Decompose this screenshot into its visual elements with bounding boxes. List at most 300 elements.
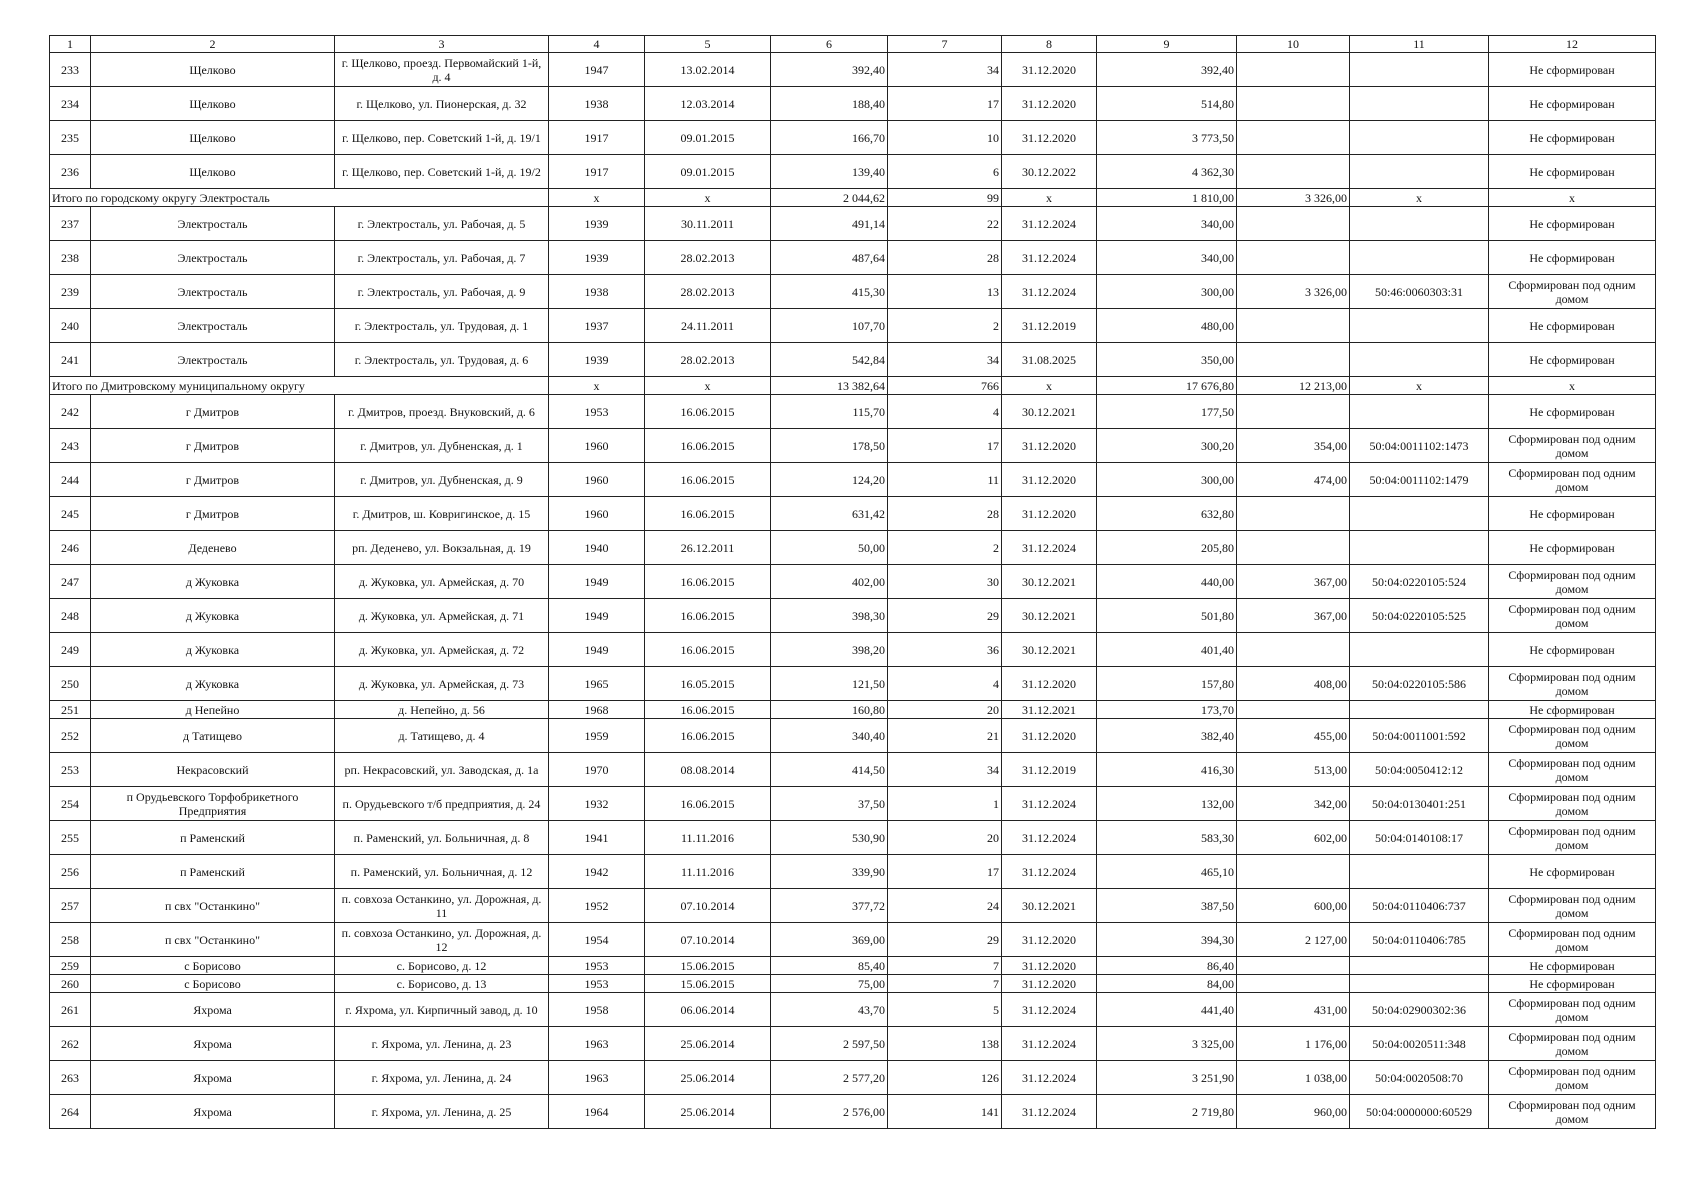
value-9-cell: 173,70 — [1097, 701, 1237, 719]
area-cell: 369,00 — [771, 923, 888, 957]
locality-cell: д Непейно — [91, 701, 335, 719]
year-built-cell: 1939 — [549, 343, 645, 377]
value-9-cell: 394,30 — [1097, 923, 1237, 957]
residents-cell: 22 — [888, 207, 1002, 241]
locality-cell: Яхрома — [91, 1027, 335, 1061]
year-built-cell: 1940 — [549, 531, 645, 565]
locality-cell: п Раменский — [91, 855, 335, 889]
address-cell: г. Электросталь, ул. Рабочая, д. 5 — [335, 207, 549, 241]
address-cell: г. Электросталь, ул. Трудовая, д. 1 — [335, 309, 549, 343]
value-9-cell: 300,20 — [1097, 429, 1237, 463]
value-10-cell — [1237, 309, 1350, 343]
row-number-cell: 240 — [50, 309, 91, 343]
status-cell: Сформирован под одним домом — [1489, 565, 1656, 599]
date-cell: 25.06.2014 — [645, 1095, 771, 1129]
row-number-cell: 243 — [50, 429, 91, 463]
address-cell: г. Яхрома, ул. Ленина, д. 23 — [335, 1027, 549, 1061]
value-10-cell: 960,00 — [1237, 1095, 1350, 1129]
area-cell: 43,70 — [771, 993, 888, 1027]
cadastral-number-cell: 50:04:0220105:586 — [1350, 667, 1489, 701]
area-cell: 37,50 — [771, 787, 888, 821]
year-built-cell: 1917 — [549, 121, 645, 155]
table-row — [50, 787, 1656, 821]
locality-cell: п Орудьевского Торфобрикетного Предприятия — [91, 787, 335, 821]
cadastral-number-cell — [1350, 241, 1489, 275]
residents-cell: 30 — [888, 565, 1002, 599]
header-cell: 4 — [549, 36, 645, 53]
deadline-cell: 31.12.2020 — [1002, 667, 1097, 701]
residents-cell: 17 — [888, 855, 1002, 889]
deadline-cell: 31.12.2024 — [1002, 821, 1097, 855]
date-cell: 26.12.2011 — [645, 531, 771, 565]
row-number-cell: 255 — [50, 821, 91, 855]
row-number-cell: 247 — [50, 565, 91, 599]
row-number-cell: 256 — [50, 855, 91, 889]
residents-cell: 2 — [888, 531, 1002, 565]
date-cell: 16.06.2015 — [645, 701, 771, 719]
deadline-cell: 31.12.2019 — [1002, 309, 1097, 343]
residents-cell: 6 — [888, 155, 1002, 189]
table-row — [50, 241, 1656, 275]
locality-cell: п свх "Останкино" — [91, 889, 335, 923]
row-number-cell: 251 — [50, 701, 91, 719]
year-built-cell: 1941 — [549, 821, 645, 855]
table-row — [50, 923, 1656, 957]
address-cell: г. Дмитров, ш. Ковригинское, д. 15 — [335, 497, 549, 531]
table-row — [50, 53, 1656, 87]
total-cell: 99 — [888, 189, 1002, 207]
locality-cell: Яхрома — [91, 1061, 335, 1095]
cadastral-number-cell — [1350, 701, 1489, 719]
address-cell: д. Непейно, д. 56 — [335, 701, 549, 719]
locality-cell: п свх "Останкино" — [91, 923, 335, 957]
status-cell: Сформирован под одним домом — [1489, 463, 1656, 497]
locality-cell: д Жуковка — [91, 633, 335, 667]
header-cell: 9 — [1097, 36, 1237, 53]
residents-cell: 10 — [888, 121, 1002, 155]
locality-cell: г Дмитров — [91, 463, 335, 497]
cadastral-number-cell — [1350, 531, 1489, 565]
total-label: Итого по Дмитровскому муниципальному округу — [50, 377, 549, 395]
cadastral-number-cell: 50:04:0011001:592 — [1350, 719, 1489, 753]
value-9-cell: 4 362,30 — [1097, 155, 1237, 189]
deadline-cell: 31.12.2024 — [1002, 275, 1097, 309]
deadline-cell: 31.12.2024 — [1002, 207, 1097, 241]
residents-cell: 36 — [888, 633, 1002, 667]
residents-cell: 138 — [888, 1027, 1002, 1061]
header-cell: 5 — [645, 36, 771, 53]
status-cell: Не сформирован — [1489, 53, 1656, 87]
date-cell: 09.01.2015 — [645, 121, 771, 155]
residents-cell: 4 — [888, 395, 1002, 429]
area-cell: 339,90 — [771, 855, 888, 889]
deadline-cell: 31.12.2024 — [1002, 1027, 1097, 1061]
total-cell: 3 326,00 — [1237, 189, 1350, 207]
table-row — [50, 207, 1656, 241]
year-built-cell: 1960 — [549, 463, 645, 497]
residents-cell: 11 — [888, 463, 1002, 497]
status-cell: Сформирован под одним домом — [1489, 753, 1656, 787]
deadline-cell: 31.12.2020 — [1002, 53, 1097, 87]
status-cell: Не сформирован — [1489, 121, 1656, 155]
total-row — [50, 377, 1656, 395]
date-cell: 12.03.2014 — [645, 87, 771, 121]
header-cell: 7 — [888, 36, 1002, 53]
deadline-cell: 31.12.2024 — [1002, 787, 1097, 821]
value-10-cell: 2 127,00 — [1237, 923, 1350, 957]
area-cell: 398,20 — [771, 633, 888, 667]
status-cell: Сформирован под одним домом — [1489, 1027, 1656, 1061]
cadastral-number-cell: 50:04:0220105:524 — [1350, 565, 1489, 599]
row-number-cell: 254 — [50, 787, 91, 821]
residents-cell: 34 — [888, 343, 1002, 377]
locality-cell: д Татищево — [91, 719, 335, 753]
status-cell: Не сформирован — [1489, 701, 1656, 719]
date-cell: 16.06.2015 — [645, 719, 771, 753]
locality-cell: г Дмитров — [91, 395, 335, 429]
table-row — [50, 565, 1656, 599]
locality-cell: г Дмитров — [91, 429, 335, 463]
value-10-cell: 3 326,00 — [1237, 275, 1350, 309]
table-body — [50, 36, 1656, 1129]
cadastral-number-cell — [1350, 53, 1489, 87]
locality-cell: д Жуковка — [91, 667, 335, 701]
row-number-cell: 238 — [50, 241, 91, 275]
address-cell: г. Яхрома, ул. Ленина, д. 24 — [335, 1061, 549, 1095]
table-row — [50, 155, 1656, 189]
total-cell: x — [549, 189, 645, 207]
cadastral-number-cell: 50:04:0050412:12 — [1350, 753, 1489, 787]
year-built-cell: 1952 — [549, 889, 645, 923]
row-number-cell: 249 — [50, 633, 91, 667]
year-built-cell: 1958 — [549, 993, 645, 1027]
cadastral-number-cell: 50:04:0011102:1473 — [1350, 429, 1489, 463]
area-cell: 631,42 — [771, 497, 888, 531]
row-number-cell: 236 — [50, 155, 91, 189]
cadastral-number-cell: 50:04:02900302:36 — [1350, 993, 1489, 1027]
status-cell: Не сформирован — [1489, 975, 1656, 993]
status-cell: Не сформирован — [1489, 395, 1656, 429]
status-cell: Не сформирован — [1489, 531, 1656, 565]
value-9-cell: 340,00 — [1097, 207, 1237, 241]
year-built-cell: 1937 — [549, 309, 645, 343]
deadline-cell: 31.12.2020 — [1002, 121, 1097, 155]
header-cell: 3 — [335, 36, 549, 53]
residents-cell: 5 — [888, 993, 1002, 1027]
value-10-cell: 354,00 — [1237, 429, 1350, 463]
total-cell: 2 044,62 — [771, 189, 888, 207]
address-cell: г. Щелково, ул. Пионерская, д. 32 — [335, 87, 549, 121]
value-10-cell — [1237, 957, 1350, 975]
table-row — [50, 531, 1656, 565]
value-10-cell: 474,00 — [1237, 463, 1350, 497]
address-cell: г. Электросталь, ул. Трудовая, д. 6 — [335, 343, 549, 377]
header-cell: 2 — [91, 36, 335, 53]
address-cell: с. Борисово, д. 13 — [335, 975, 549, 993]
locality-cell: Некрасовский — [91, 753, 335, 787]
residents-cell: 1 — [888, 787, 1002, 821]
date-cell: 07.10.2014 — [645, 923, 771, 957]
year-built-cell: 1949 — [549, 633, 645, 667]
header-cell: 11 — [1350, 36, 1489, 53]
date-cell: 15.06.2015 — [645, 975, 771, 993]
value-9-cell: 382,40 — [1097, 719, 1237, 753]
deadline-cell: 30.12.2021 — [1002, 395, 1097, 429]
row-number-cell: 234 — [50, 87, 91, 121]
row-number-cell: 239 — [50, 275, 91, 309]
value-9-cell: 3 251,90 — [1097, 1061, 1237, 1095]
value-9-cell: 401,40 — [1097, 633, 1237, 667]
year-built-cell: 1949 — [549, 565, 645, 599]
address-cell: с. Борисово, д. 12 — [335, 957, 549, 975]
locality-cell: с Борисово — [91, 957, 335, 975]
year-built-cell: 1953 — [549, 975, 645, 993]
cadastral-number-cell — [1350, 633, 1489, 667]
date-cell: 08.08.2014 — [645, 753, 771, 787]
address-cell: д. Жуковка, ул. Армейская, д. 72 — [335, 633, 549, 667]
cadastral-number-cell — [1350, 343, 1489, 377]
status-cell: Сформирован под одним домом — [1489, 429, 1656, 463]
total-cell: 1 810,00 — [1097, 189, 1237, 207]
area-cell: 50,00 — [771, 531, 888, 565]
area-cell: 542,84 — [771, 343, 888, 377]
deadline-cell: 31.12.2024 — [1002, 1095, 1097, 1129]
locality-cell: Щелково — [91, 53, 335, 87]
total-cell: 12 213,00 — [1237, 377, 1350, 395]
cadastral-number-cell — [1350, 497, 1489, 531]
status-cell: Сформирован под одним домом — [1489, 993, 1656, 1027]
area-cell: 392,40 — [771, 53, 888, 87]
table-row — [50, 463, 1656, 497]
residents-cell: 28 — [888, 497, 1002, 531]
deadline-cell: 31.12.2020 — [1002, 719, 1097, 753]
status-cell: Не сформирован — [1489, 957, 1656, 975]
row-number-cell: 253 — [50, 753, 91, 787]
residents-cell: 24 — [888, 889, 1002, 923]
value-10-cell — [1237, 53, 1350, 87]
value-10-cell — [1237, 155, 1350, 189]
residents-cell: 21 — [888, 719, 1002, 753]
table-row — [50, 121, 1656, 155]
residents-cell: 20 — [888, 821, 1002, 855]
address-cell: п. совхоза Останкино, ул. Дорожная, д. 11 — [335, 889, 549, 923]
locality-cell: Щелково — [91, 155, 335, 189]
status-cell: Сформирован под одним домом — [1489, 667, 1656, 701]
table-row — [50, 343, 1656, 377]
cadastral-number-cell — [1350, 155, 1489, 189]
row-number-cell: 244 — [50, 463, 91, 497]
address-cell: рп. Некрасовский, ул. Заводская, д. 1а — [335, 753, 549, 787]
address-cell: г. Яхрома, ул. Ленина, д. 25 — [335, 1095, 549, 1129]
address-cell: г. Щелково, пер. Советский 1-й, д. 19/1 — [335, 121, 549, 155]
area-cell: 487,64 — [771, 241, 888, 275]
value-9-cell: 157,80 — [1097, 667, 1237, 701]
date-cell: 24.11.2011 — [645, 309, 771, 343]
year-built-cell: 1939 — [549, 241, 645, 275]
value-9-cell: 3 773,50 — [1097, 121, 1237, 155]
area-cell: 121,50 — [771, 667, 888, 701]
status-cell: Не сформирован — [1489, 855, 1656, 889]
locality-cell: г Дмитров — [91, 497, 335, 531]
address-cell: д. Жуковка, ул. Армейская, д. 70 — [335, 565, 549, 599]
status-cell: Не сформирован — [1489, 155, 1656, 189]
date-cell: 09.01.2015 — [645, 155, 771, 189]
value-10-cell — [1237, 975, 1350, 993]
residents-cell: 4 — [888, 667, 1002, 701]
deadline-cell: 30.12.2022 — [1002, 155, 1097, 189]
status-cell: Сформирован под одним домом — [1489, 719, 1656, 753]
value-9-cell: 632,80 — [1097, 497, 1237, 531]
date-cell: 28.02.2013 — [645, 275, 771, 309]
deadline-cell: 31.12.2024 — [1002, 241, 1097, 275]
year-built-cell: 1947 — [549, 53, 645, 87]
status-cell: Не сформирован — [1489, 87, 1656, 121]
status-cell: Сформирован под одним домом — [1489, 1095, 1656, 1129]
value-9-cell: 480,00 — [1097, 309, 1237, 343]
address-cell: п. Раменский, ул. Больничная, д. 12 — [335, 855, 549, 889]
address-cell: г. Дмитров, ул. Дубненская, д. 1 — [335, 429, 549, 463]
value-9-cell: 205,80 — [1097, 531, 1237, 565]
cadastral-number-cell: 50:04:0020508:70 — [1350, 1061, 1489, 1095]
deadline-cell: 31.12.2020 — [1002, 975, 1097, 993]
total-cell: x — [1002, 189, 1097, 207]
deadline-cell: 30.12.2021 — [1002, 633, 1097, 667]
address-cell: г. Щелково, проезд. Первомайский 1-й, д. 4 — [335, 53, 549, 87]
table-row — [50, 855, 1656, 889]
area-cell: 414,50 — [771, 753, 888, 787]
value-10-cell: 600,00 — [1237, 889, 1350, 923]
area-cell: 2 577,20 — [771, 1061, 888, 1095]
value-10-cell — [1237, 343, 1350, 377]
residents-cell: 29 — [888, 599, 1002, 633]
total-cell: x — [549, 377, 645, 395]
year-built-cell: 1963 — [549, 1027, 645, 1061]
value-10-cell: 367,00 — [1237, 565, 1350, 599]
status-cell: Сформирован под одним домом — [1489, 275, 1656, 309]
table-row — [50, 701, 1656, 719]
table-row — [50, 821, 1656, 855]
deadline-cell: 31.12.2024 — [1002, 855, 1097, 889]
table-header-row — [50, 36, 1656, 53]
status-cell: Не сформирован — [1489, 207, 1656, 241]
header-cell: 1 — [50, 36, 91, 53]
area-cell: 530,90 — [771, 821, 888, 855]
value-9-cell: 86,40 — [1097, 957, 1237, 975]
locality-cell: д Жуковка — [91, 599, 335, 633]
table-row — [50, 599, 1656, 633]
area-cell: 107,70 — [771, 309, 888, 343]
value-10-cell: 513,00 — [1237, 753, 1350, 787]
locality-cell: Электросталь — [91, 343, 335, 377]
status-cell: Сформирован под одним домом — [1489, 1061, 1656, 1095]
total-cell: x — [645, 189, 771, 207]
header-cell: 6 — [771, 36, 888, 53]
cadastral-number-cell: 50:04:0020511:348 — [1350, 1027, 1489, 1061]
date-cell: 07.10.2014 — [645, 889, 771, 923]
row-number-cell: 263 — [50, 1061, 91, 1095]
cadastral-number-cell: 50:04:0140108:17 — [1350, 821, 1489, 855]
locality-cell: п Раменский — [91, 821, 335, 855]
table-row — [50, 889, 1656, 923]
area-cell: 2 597,50 — [771, 1027, 888, 1061]
status-cell: Не сформирован — [1489, 309, 1656, 343]
value-9-cell: 501,80 — [1097, 599, 1237, 633]
row-number-cell: 248 — [50, 599, 91, 633]
residents-cell: 17 — [888, 429, 1002, 463]
area-cell: 115,70 — [771, 395, 888, 429]
residents-cell: 126 — [888, 1061, 1002, 1095]
date-cell: 16.06.2015 — [645, 395, 771, 429]
document-sheet — [49, 35, 1655, 1129]
value-9-cell: 84,00 — [1097, 975, 1237, 993]
area-cell: 398,30 — [771, 599, 888, 633]
date-cell: 25.06.2014 — [645, 1027, 771, 1061]
address-cell: г. Электросталь, ул. Рабочая, д. 7 — [335, 241, 549, 275]
area-cell: 491,14 — [771, 207, 888, 241]
row-number-cell: 261 — [50, 993, 91, 1027]
value-9-cell: 300,00 — [1097, 463, 1237, 497]
year-built-cell: 1932 — [549, 787, 645, 821]
residents-cell: 13 — [888, 275, 1002, 309]
deadline-cell: 31.12.2020 — [1002, 497, 1097, 531]
deadline-cell: 31.12.2020 — [1002, 923, 1097, 957]
area-cell: 415,30 — [771, 275, 888, 309]
date-cell: 25.06.2014 — [645, 1061, 771, 1095]
year-built-cell: 1953 — [549, 395, 645, 429]
date-cell: 16.06.2015 — [645, 633, 771, 667]
deadline-cell: 31.12.2024 — [1002, 993, 1097, 1027]
value-9-cell: 392,40 — [1097, 53, 1237, 87]
deadline-cell: 31.12.2020 — [1002, 87, 1097, 121]
area-cell: 377,72 — [771, 889, 888, 923]
residents-cell: 7 — [888, 975, 1002, 993]
area-cell: 178,50 — [771, 429, 888, 463]
area-cell: 85,40 — [771, 957, 888, 975]
date-cell: 16.05.2015 — [645, 667, 771, 701]
address-cell: рп. Деденево, ул. Вокзальная, д. 19 — [335, 531, 549, 565]
year-built-cell: 1963 — [549, 1061, 645, 1095]
date-cell: 15.06.2015 — [645, 957, 771, 975]
value-9-cell: 441,40 — [1097, 993, 1237, 1027]
area-cell: 402,00 — [771, 565, 888, 599]
residents-cell: 29 — [888, 923, 1002, 957]
value-10-cell — [1237, 633, 1350, 667]
total-cell: 766 — [888, 377, 1002, 395]
cadastral-number-cell: 50:04:0000000:60529 — [1350, 1095, 1489, 1129]
row-number-cell: 262 — [50, 1027, 91, 1061]
area-cell: 160,80 — [771, 701, 888, 719]
year-built-cell: 1938 — [549, 87, 645, 121]
row-number-cell: 242 — [50, 395, 91, 429]
date-cell: 13.02.2014 — [645, 53, 771, 87]
row-number-cell: 257 — [50, 889, 91, 923]
total-cell: 17 676,80 — [1097, 377, 1237, 395]
table-row — [50, 497, 1656, 531]
total-cell: x — [645, 377, 771, 395]
date-cell: 16.06.2015 — [645, 565, 771, 599]
cadastral-number-cell — [1350, 87, 1489, 121]
cadastral-number-cell: 50:04:0110406:737 — [1350, 889, 1489, 923]
total-cell: x — [1489, 189, 1656, 207]
row-number-cell: 235 — [50, 121, 91, 155]
address-cell: д. Жуковка, ул. Армейская, д. 73 — [335, 667, 549, 701]
header-cell: 12 — [1489, 36, 1656, 53]
area-cell: 188,40 — [771, 87, 888, 121]
table-row — [50, 993, 1656, 1027]
value-10-cell: 1 038,00 — [1237, 1061, 1350, 1095]
row-number-cell: 264 — [50, 1095, 91, 1129]
table-row — [50, 957, 1656, 975]
